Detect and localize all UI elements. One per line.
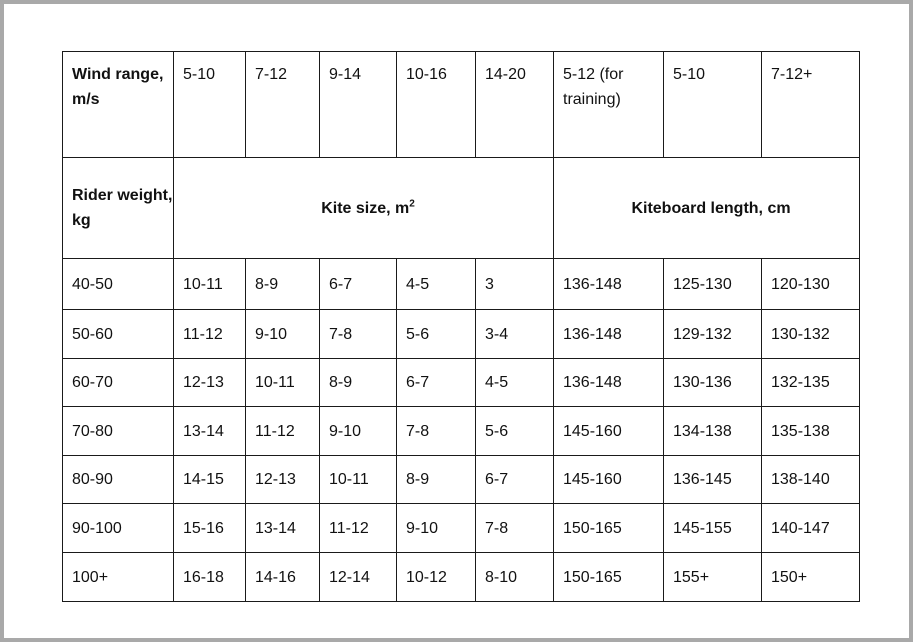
rider-weight-cell: 100+ [63,553,174,602]
kite-size-cell: 16-18 [174,553,246,602]
board-length-cell: 150+ [762,553,860,602]
wind-range-cell: 5-10 [174,52,246,158]
kite-size-cell: 10-11 [320,456,397,504]
board-length-cell: 138-140 [762,456,860,504]
wind-range-label: Wind range, m/s [63,52,174,158]
kite-size-cell: 10-11 [246,359,320,407]
kite-size-cell: 7-8 [476,504,554,553]
kite-size-cell: 8-10 [476,553,554,602]
board-length-cell: 145-155 [664,504,762,553]
table-row [63,553,860,602]
kite-size-cell: 5-6 [397,310,476,359]
kite-size-cell: 11-12 [320,504,397,553]
board-length-cell: 135-138 [762,407,860,456]
rider-weight-cell: 80-90 [63,456,174,504]
board-length-cell: 130-136 [664,359,762,407]
table-row [63,310,860,359]
kite-size-cell: 12-13 [174,359,246,407]
board-length-cell: 136-148 [554,310,664,359]
kite-size-cell: 6-7 [320,259,397,310]
rider-weight-cell: 70-80 [63,407,174,456]
rider-weight-cell: 40-50 [63,259,174,310]
kite-size-cell: 8-9 [246,259,320,310]
kite-size-cell: 3-4 [476,310,554,359]
wind-range-cell: 7-12 [246,52,320,158]
kite-size-cell: 9-10 [320,407,397,456]
section-header-row [63,158,860,259]
board-length-cell: 155+ [664,553,762,602]
kite-size-cell: 13-14 [246,504,320,553]
kite-size-cell: 10-11 [174,259,246,310]
kite-size-cell: 9-10 [397,504,476,553]
table-row [63,504,860,553]
board-length-cell: 132-135 [762,359,860,407]
kite-size-cell: 6-7 [476,456,554,504]
kite-size-cell: 14-15 [174,456,246,504]
kite-size-table [62,51,860,602]
board-length-cell: 120-130 [762,259,860,310]
board-length-cell: 136-148 [554,259,664,310]
kite-size-cell: 14-16 [246,553,320,602]
kite-size-cell: 3 [476,259,554,310]
kite-size-cell: 5-6 [476,407,554,456]
wind-range-cell: 5-12 (for training) [554,52,664,158]
rider-weight-cell: 60-70 [63,359,174,407]
kite-size-cell: 15-16 [174,504,246,553]
board-length-cell: 136-148 [554,359,664,407]
table-row [63,407,860,456]
board-length-cell: 145-160 [554,407,664,456]
rider-weight-cell: 90-100 [63,504,174,553]
rider-weight-label: Rider weight, kg [63,158,174,259]
rider-weight-cell: 50-60 [63,310,174,359]
table-row [63,359,860,407]
kite-size-cell: 12-13 [246,456,320,504]
wind-range-row [63,52,860,158]
board-length-cell: 134-138 [664,407,762,456]
board-length-cell: 130-132 [762,310,860,359]
wind-range-cell: 7-12+ [762,52,860,158]
board-length-cell: 140-147 [762,504,860,553]
kite-size-cell: 12-14 [320,553,397,602]
wind-range-cell: 10-16 [397,52,476,158]
board-length-cell: 136-145 [664,456,762,504]
board-length-cell: 145-160 [554,456,664,504]
kite-size-cell: 4-5 [476,359,554,407]
kiteboard-length-header: Kiteboard length, cm [554,158,860,259]
wind-range-cell: 9-14 [320,52,397,158]
kite-size-cell: 11-12 [174,310,246,359]
kite-size-cell: 13-14 [174,407,246,456]
table-row [63,456,860,504]
table-row [63,259,860,310]
kite-size-cell: 9-10 [246,310,320,359]
kite-size-cell: 7-8 [320,310,397,359]
kite-size-cell: 6-7 [397,359,476,407]
kite-size-cell: 4-5 [397,259,476,310]
kite-size-cell: 11-12 [246,407,320,456]
kite-size-cell: 10-12 [397,553,476,602]
kite-size-cell: 8-9 [397,456,476,504]
board-length-cell: 150-165 [554,504,664,553]
wind-range-cell: 14-20 [476,52,554,158]
board-length-cell: 125-130 [664,259,762,310]
kite-size-header: Kite size, $m^2$ [174,158,554,259]
board-length-cell: 150-165 [554,553,664,602]
kite-size-cell: 7-8 [397,407,476,456]
board-length-cell: 129-132 [664,310,762,359]
wind-range-cell: 5-10 [664,52,762,158]
kite-size-cell: 8-9 [320,359,397,407]
